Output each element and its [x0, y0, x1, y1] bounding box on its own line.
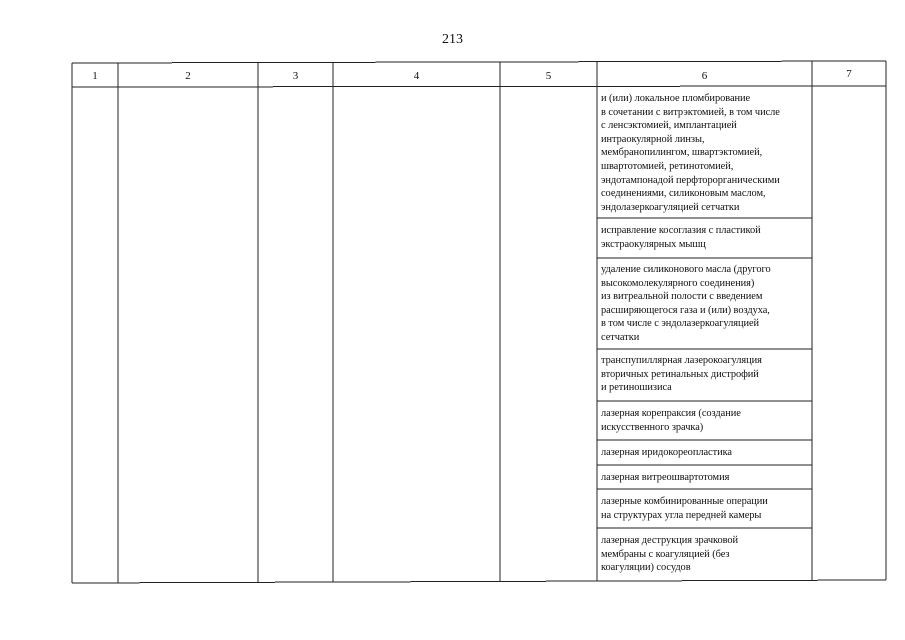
column-header-3: 3 [292, 70, 299, 82]
column-header-6: 6 [701, 70, 708, 82]
table-cell: лазерная корепраксия (создание искусственного зрачка) [601, 408, 741, 433]
table-cell: лазерная витреошвартотомия [601, 472, 730, 483]
page-number: 213 [442, 32, 463, 47]
table-cell: лазерная иридокореопластика [601, 447, 732, 458]
table-cell: транспупиллярная лазерокоагуляция вторичных ретинальных дистрофий и ретиношизиса [601, 355, 762, 394]
column-header-5: 5 [545, 70, 552, 82]
table-cell: лазерная деструкция зрачковой мембраны с коагуляцией (без коагуляции) сосудов [601, 535, 739, 574]
table-cell: исправление косоглазия с пластикой экстраокулярных мышц [601, 225, 761, 250]
column-header-1: 1 [92, 70, 98, 82]
column-header-7: 7 [846, 68, 852, 80]
column-header-2: 2 [185, 70, 191, 82]
table-cell: и (или) локальное пломбирование в сочетании с витрэктомией, в том числе с ленсэктомией, имплантацией интраокулярной линзы, мембранопилингом, швартэктомией, швартотомией, ретинотомией, эндотампонадой перфторорганическими соединениями, силиконовым маслом, эндолазеркоагуляцией сетчатки [601, 93, 780, 213]
table-cell: удаление силиконового масла (другого высокомолекулярного соединения) из витреальной полости с введением расширяющегося газа и (или) воздуха, в том числе с эндолазеркоагуляцией сетчатки [601, 264, 771, 343]
table-cell: лазерные комбинированные операции на структурах угла передней камеры [601, 496, 768, 521]
column-header-4: 4 [413, 70, 420, 82]
